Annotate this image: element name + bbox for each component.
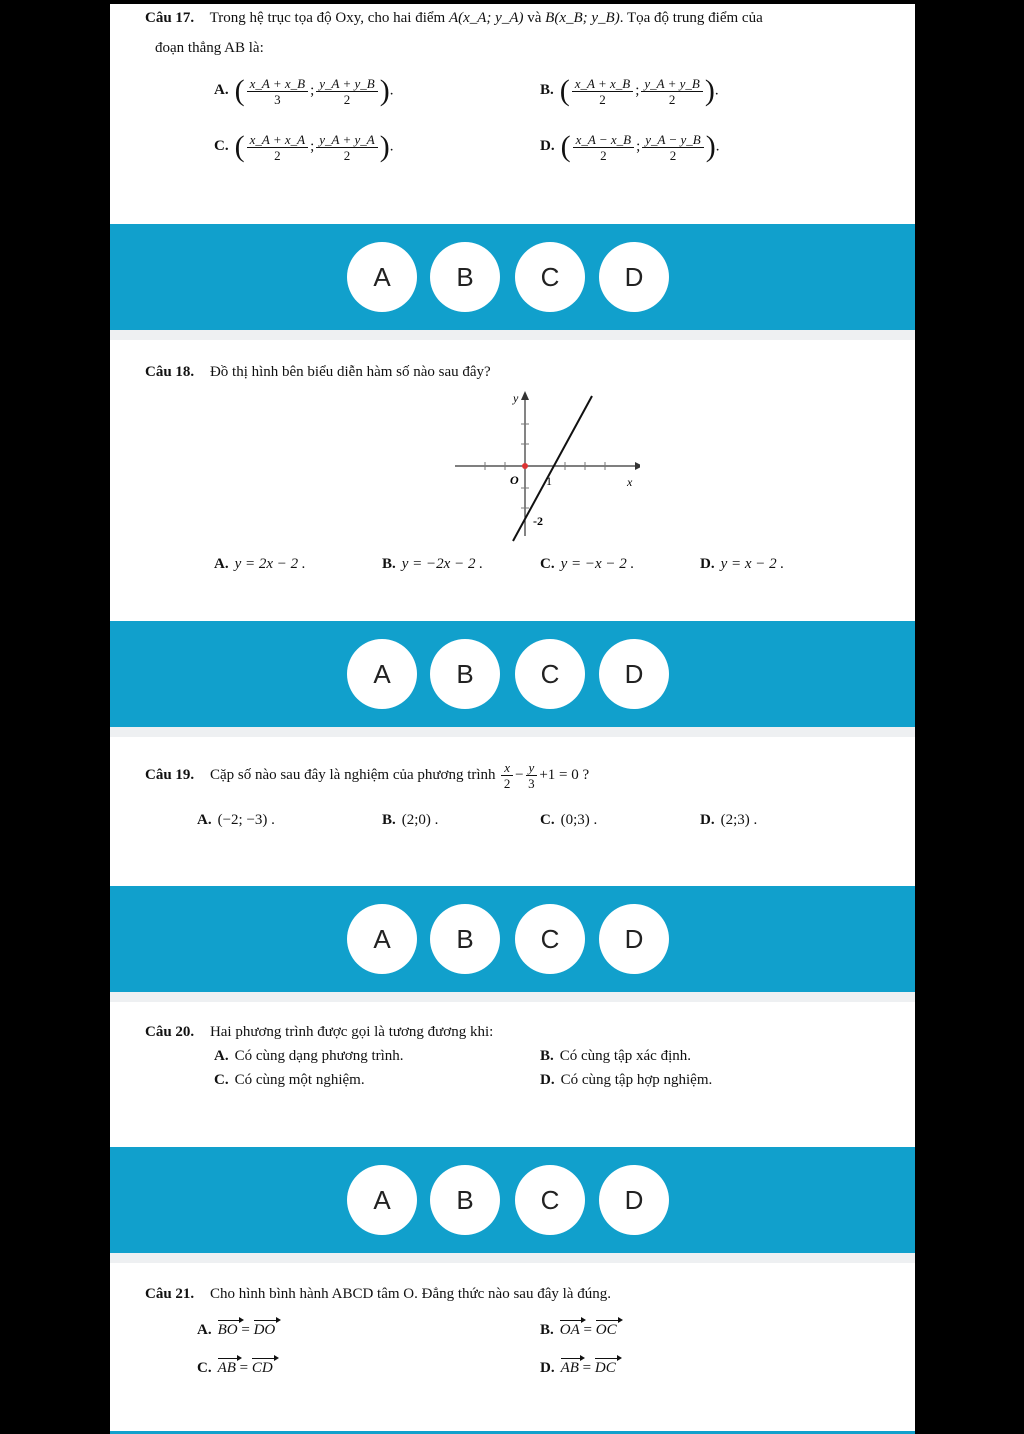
band-divider — [110, 330, 915, 340]
quiz-page — [110, 4, 915, 1434]
q17-choice-c[interactable]: C — [515, 242, 585, 312]
q17-choice-a[interactable]: A — [347, 242, 417, 312]
q18-graph — [455, 386, 640, 546]
q18-choice-c[interactable]: C — [515, 639, 585, 709]
q18-choice-b[interactable]: B — [430, 639, 500, 709]
y-label: y — [513, 391, 519, 405]
q20-option-c: C. Có cùng một nghiệm. — [214, 1072, 365, 1088]
origin-point — [522, 463, 528, 469]
answer-band-q20 — [110, 1147, 915, 1253]
q18-option-c: C. y = −x − 2 . — [540, 556, 635, 572]
x-axis-arrow — [635, 462, 640, 470]
x-label: x — [627, 475, 633, 489]
q20-label: Câu 20. — [145, 1024, 195, 1040]
q21-option-b: B. OA = OC — [540, 1322, 617, 1338]
tick-one-label: 1 — [546, 474, 552, 488]
point-b: B(x_B; y_B) — [545, 10, 620, 26]
q19-choice-b[interactable]: B — [430, 904, 500, 974]
q17-option-b: B. ( $\frac{x\_A + x\_B}{2}$ ; $\frac{y\_A + y\_B}{2}$ ). — [540, 74, 719, 107]
q17-stem: Câu 17. Trong hệ trục tọa độ Oxy, cho hai điểm A(x_A; y_A) và B(x_B; y_B). Tọa độ trung điểm của — [145, 10, 763, 26]
q18-option-a: A. y = 2x − 2 . — [214, 556, 306, 572]
q17-stem-line2: đoạn thẳng AB là: — [155, 40, 264, 56]
band-divider — [110, 992, 915, 1002]
tick-minus-two-label: -2 — [533, 514, 543, 528]
answer-band-q19 — [110, 886, 915, 992]
q17-option-c: C. ( $\frac{x\_A + x\_A}{2}$ ; $\frac{y\_A + y\_A}{2}$ ). — [214, 130, 394, 163]
band-divider — [110, 727, 915, 737]
q19-option-c: C. (0;3) . — [540, 812, 598, 828]
q18-stem: Câu 18. Đồ thị hình bên biểu diễn hàm số nào sau đây? — [145, 364, 491, 380]
q19-option-a: A. (−2; −3) . — [197, 812, 275, 828]
answer-band-q18 — [110, 621, 915, 727]
q17-option-a: A. ( $\frac{x\_A + x\_B}{3}$ ; $\frac{y\_A + y\_B}{2}$ ). — [214, 74, 394, 107]
q20-choice-c[interactable]: C — [515, 1165, 585, 1235]
q19-option-d: D. (2;3) . — [700, 812, 758, 828]
q21-option-a: A. BO = DO — [197, 1322, 276, 1338]
q21-stem: Câu 21. Cho hình bình hành ABCD tâm O. Đẳng thức nào sau đây là đúng. — [145, 1286, 611, 1302]
q17-choice-b[interactable]: B — [430, 242, 500, 312]
q20-option-d: D. Có cùng tập hợp nghiệm. — [540, 1072, 713, 1088]
q19-option-b: B. (2;0) . — [382, 812, 439, 828]
band-divider — [110, 1253, 915, 1263]
q20-choice-b[interactable]: B — [430, 1165, 500, 1235]
q19-stem: Câu 19. Cặp số nào sau đây là nghiệm của phương trình $\frac{x}{2}$ − $\frac{y}{3}$ +1 = 0 ? — [145, 760, 590, 791]
answer-band-q17 — [110, 224, 915, 330]
q19-choice-a[interactable]: A — [347, 904, 417, 974]
q21-label: Câu 21. — [145, 1286, 195, 1302]
q20-choice-a[interactable]: A — [347, 1165, 417, 1235]
q20-option-a: A. Có cùng dạng phương trình. — [214, 1048, 404, 1064]
origin-label: O — [510, 473, 519, 487]
q18-label: Câu 18. — [145, 364, 195, 380]
q20-stem: Câu 20. Hai phương trình được gọi là tương đương khi: — [145, 1024, 494, 1040]
q18-choice-d[interactable]: D — [599, 639, 669, 709]
q19-choice-c[interactable]: C — [515, 904, 585, 974]
q17-choice-d[interactable]: D — [599, 242, 669, 312]
q18-choice-a[interactable]: A — [347, 639, 417, 709]
q18-option-b: B. y = −2x − 2 . — [382, 556, 483, 572]
q20-choice-d[interactable]: D — [599, 1165, 669, 1235]
q17-option-d: D. ( $\frac{x\_A - x\_B}{2}$ ; $\frac{y\_A - y\_B}{2}$ ). — [540, 130, 720, 163]
q19-choice-d[interactable]: D — [599, 904, 669, 974]
y-axis-arrow — [521, 391, 529, 400]
q20-option-b: B. Có cùng tập xác định. — [540, 1048, 691, 1064]
q19-label: Câu 19. — [145, 766, 195, 783]
q21-option-c: C. AB = CD — [197, 1360, 273, 1376]
q21-option-d: D. AB = DC — [540, 1360, 616, 1376]
point-a: A(x_A; y_A) — [448, 10, 524, 26]
q17-label: Câu 17. — [145, 10, 195, 26]
q18-option-d: D. y = x − 2 . — [700, 556, 785, 572]
